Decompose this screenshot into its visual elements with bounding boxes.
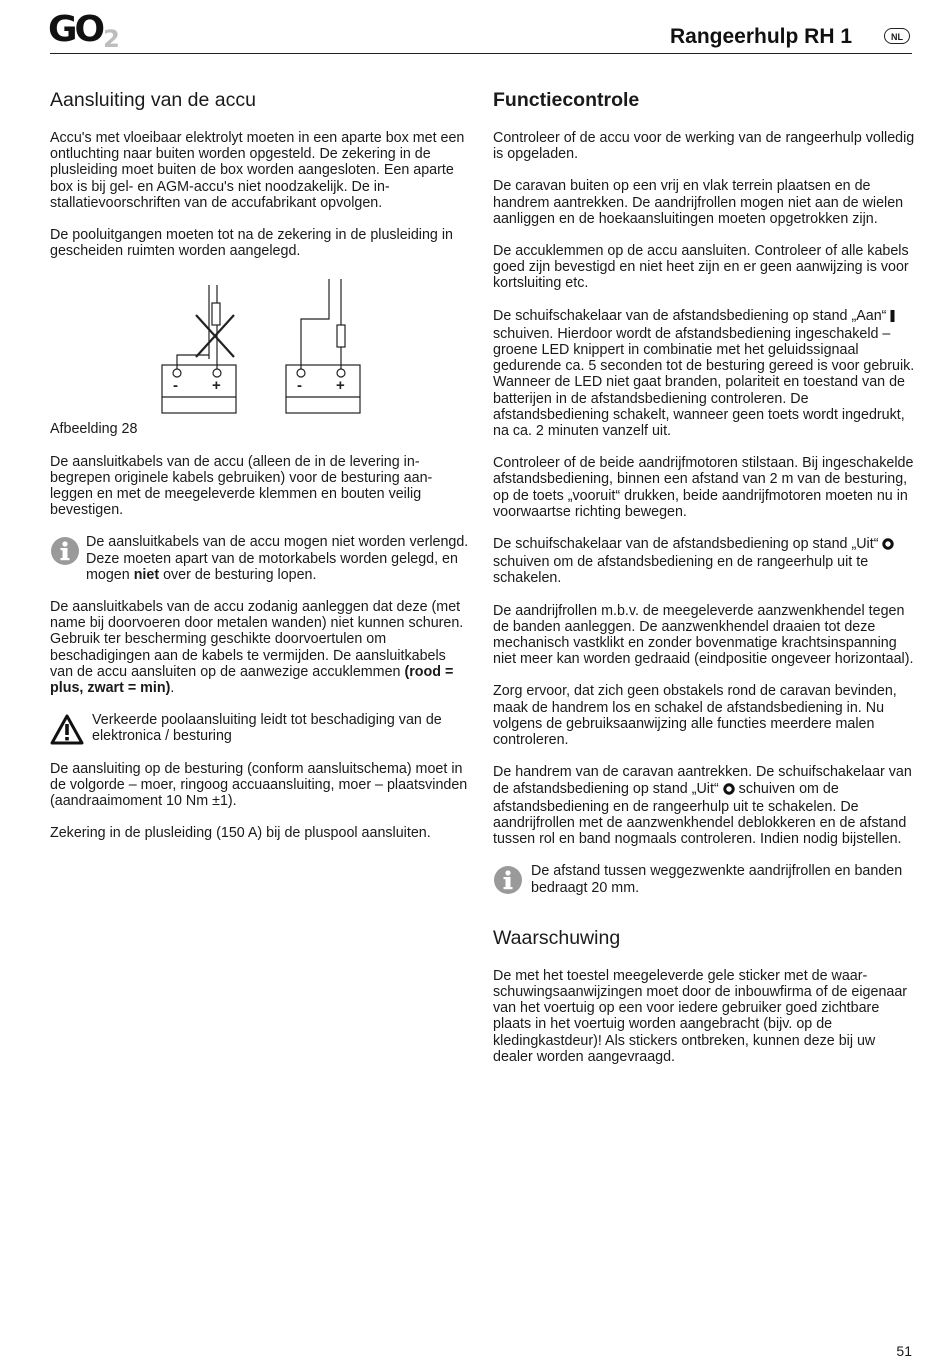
left-column xyxy=(50,88,470,857)
paragraph-text: schuiven om de afstandsbediening en de rangeerhulp uit te schakelen. De aandrijfrollen met de aanzwenkhendel deblokkeren en de afstand tussen rol en band nogmaals controleren. Indien nodig bijstellen. xyxy=(493,780,907,848)
paragraph: De pooluitgangen moeten tot na de zekering in de plusleiding in gescheiden ruimten worden aangelegd. xyxy=(50,227,453,260)
paragraph xyxy=(493,308,915,440)
section-heading-function-check: Functiecontrole xyxy=(493,89,640,111)
logo-suffix: 2 xyxy=(103,25,120,53)
right-column xyxy=(493,88,915,1081)
paragraph-text: De aansluitkabels van de accu zodanig aanleggen dat deze (met name bij doorvoeren door metalen wanden) niet kunnen schuren. Gebruik ter bescherming geschikte doorvoertulen om beschadigingen aan de kabels te vermijden. De aansluitkabels van de accu aansluiten op de aanwezige accuklemmen xyxy=(50,599,464,680)
language-badge: NL xyxy=(884,28,910,44)
info-icon xyxy=(493,865,523,899)
warning-text: Verkeerde poolaansluiting leidt tot beschadiging van de elektronica / besturing xyxy=(92,712,442,745)
wiring-figure xyxy=(50,275,470,421)
logo-text: GO xyxy=(48,9,103,50)
paragraph: Zorg ervoor, dat zich geen obstakels rond de caravan bevinden, maak de handrem los en schakel de afstandsbediening in. Nu volgens de gebruiksaanwijzing alle functies meerdere malen controleren. xyxy=(493,683,897,749)
info-note xyxy=(493,863,915,895)
note-text: De afstand tussen weggezwenkte aandrijfrollen en banden bedraagt 20 mm. xyxy=(531,863,903,896)
paragraph xyxy=(493,536,915,587)
switch-off-icon xyxy=(723,783,735,799)
note-emphasis: niet xyxy=(133,566,160,583)
paragraph: Zekering in de plusleiding (150 A) bij de pluspool aansluiten. xyxy=(50,825,431,842)
header-divider xyxy=(50,53,912,54)
paragraph: Controleer of de accu voor de werking van de rangeerhulp volledig is opgeladen. xyxy=(493,130,915,163)
page-number: 51 xyxy=(896,1343,912,1359)
plus-terminal-label: + xyxy=(336,377,345,395)
switch-off-icon xyxy=(882,538,894,554)
minus-terminal-label: - xyxy=(173,377,178,395)
paragraph xyxy=(493,764,915,847)
info-icon xyxy=(50,536,80,570)
paragraph: De accuklemmen op de accu aansluiten. Controleer of alle kabels goed zijn bevestigd en niet heet zijn en er geen aanwijzing is voor kortsluiting etc. xyxy=(493,243,909,292)
paragraph-text: De schuifschakelaar van de afstandsbediening op stand „Aan“ xyxy=(493,307,891,324)
paragraph: De met het toestel meegeleverde gele sticker met de waarschuwingsaanwijzingen moet door de inbouwfirma of de eigenaar van het voertuig op een voor iedere gebruiker goed zichtbare plaats in het voertuig worden aangebracht (bijv. op de kledingkastdeur)! Als stickers ontbreken, kunnen deze bij uw dealer worden aangevraagd. xyxy=(493,967,908,1065)
paragraph-text: schuiven om de afstandsbediening en de rangeerhulp uit te schakelen. xyxy=(493,554,869,587)
paragraph: Accu's met vloeibaar elektrolyt moeten in een aparte box met een ontluchting naar buiten worden opgesteld. De zekering in de plusleiding moet buiten de box worden aangesloten. Een aparte box is bij gel- en AGM-accu's niet noodzakelijk. De installatievoorschriften van de accufabrikant opvolgen. xyxy=(50,130,465,211)
switch-on-icon xyxy=(890,310,895,326)
document-title: Rangeerhulp RH 1 xyxy=(669,25,852,48)
minus-terminal-label: - xyxy=(297,377,302,395)
paragraph: De caravan buiten op een vrij en vlak terrein plaatsen en de handrem aantrekken. De aandrijfrollen mogen niet aan de wielen aanliggen en de hoekaansluitingen moeten opgetrokken zijn. xyxy=(493,178,904,227)
paragraph-text: schuiven. Hierdoor wordt de afstandsbediening ingeschakeld – groene LED knippert in combinatie met het geluidssignaal gedurende ca. 5 seconden tot de besturing gereed is voor gebruik. Wanneer de LED niet gaat branden, polariteit en toestand van de batterijen in de afstandsbediening controleren. De afstandsbediening schakelt, wanneer geen toets wordt ingedrukt, na ca. 2 minuten vanzelf uit. xyxy=(493,325,915,440)
section-heading-warning: Waarschuwing xyxy=(493,926,621,949)
paragraph: De aansluiting op de besturing (conform aansluitschema) moet in de volgorde – moer, ringoog accuaansluiting, moer – plaatsvinden (aandraaimoment 10 Nm ±1). xyxy=(50,760,468,810)
paragraph-text: De schuifschakelaar van de afstandsbediening op stand „Uit“ xyxy=(493,536,883,553)
battery-wiring-diagram xyxy=(50,275,470,421)
note-text: De aansluitkabels van de accu mogen niet worden verlengd. Deze moeten apart van de motorkabels worden gelegd, en mogen xyxy=(86,534,469,583)
paragraph-text: De handrem van de caravan aantrekken. De schuifschakelaar van de afstandsbediening op stand „Uit“ xyxy=(493,764,912,797)
figure-caption: Afbeelding 28 xyxy=(50,421,138,438)
warning-icon xyxy=(50,714,84,750)
warning-note xyxy=(50,712,470,744)
note-text: over de besturing lopen. xyxy=(159,566,317,583)
info-note xyxy=(50,534,470,583)
polarity-emphasis: (rood = plus, zwart = min) xyxy=(50,663,454,697)
paragraph xyxy=(50,599,470,696)
paragraph: Controleer of de beide aandrijfmotoren stilstaan. Bij ingeschakelde afstandsbediening, binnen een afstand van 2 m van de besturing, op de toets „vooruit“ drukken, beide aandrijfmotoren moeten nu in voorwaartse richting bewegen. xyxy=(493,455,914,520)
section-heading-battery-connection: Aansluiting van de accu xyxy=(50,89,256,111)
paragraph-text: . xyxy=(170,680,175,697)
paragraph: De aansluitkabels van de accu (alleen de in de levering inbegrepen originele kabels gebruiken) voor de besturing aanleggen en met de meegeleverde klemmen en bouten veilig bevestigen. xyxy=(50,453,433,519)
plus-terminal-label: + xyxy=(212,377,221,395)
brand-logo xyxy=(48,9,120,53)
paragraph: De aandrijfrollen m.b.v. de meegeleverde aanzwenkhendel tegen de banden aanleggen. De aanzwenkhendel draaien tot deze mechanisch vastklikt en zonder bovenmatige krachtsinspanning niet meer kan worden gedraaid (eindpositie ongeveer horizontaal). xyxy=(493,602,914,668)
